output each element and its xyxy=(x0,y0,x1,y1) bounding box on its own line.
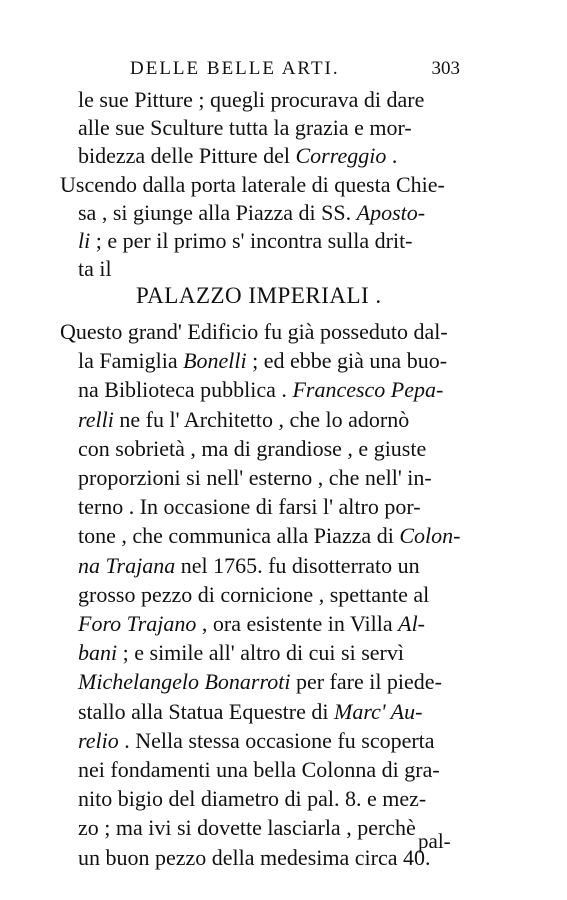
text-line: zo ; ma ivi si dovette lasciarla , perchè xyxy=(78,815,416,841)
text-line: Uscendo dalla porta laterale di questa Chie- xyxy=(60,172,445,197)
text-line: sa , si giunge alla Piazza di SS. Aposto- xyxy=(78,200,426,225)
text-line: con sobrietà , ma di grandiose , e giuste xyxy=(78,435,427,461)
text-line: proporzioni si nell' esterno , che nell' in- xyxy=(78,465,432,490)
text-line: la Famiglia Bonelli ; ed ebbe già una buo- xyxy=(78,348,448,374)
text-line: na Trajana nel 1765. fu disotterrato un xyxy=(78,552,420,578)
text-line: un buon pezzo della medesima circa 40. xyxy=(78,844,431,870)
text-line: stallo alla Statua Equestre di Marc' Au- xyxy=(78,698,423,724)
text-line: le sue Pitture ; quegli procurava di dare xyxy=(78,87,425,112)
text-line: Michelangelo Bonarroti per fare il piede- xyxy=(78,669,442,695)
catchword: pal- xyxy=(418,829,451,853)
page-number: 303 xyxy=(431,58,460,79)
text-line: nei fondamenti una bella Colonna di gra- xyxy=(78,757,440,782)
text-line: terno . In occasione di farsi l' altro por- xyxy=(78,494,421,520)
text-line: Foro Trajano , ora esistente in Villa Al- xyxy=(78,611,426,636)
text-line: relli ne fu l' Architetto , che lo adornò xyxy=(78,406,410,432)
text-line: grosso pezzo di cornicione , spettante al xyxy=(78,581,430,607)
text-line: na Biblioteca pubblica . Francesco Pepa- xyxy=(78,377,444,403)
text-line: ta il xyxy=(78,256,112,281)
section-title: PALAZZO IMPERIALI . xyxy=(136,283,382,308)
text-line: nito bigio del diametro di pal. 8. e mez- xyxy=(78,786,427,812)
text-line: tone , che communica alla Piazza di Colon- xyxy=(78,523,461,549)
text-line: bidezza delle Pitture del Correggio . xyxy=(78,143,398,168)
text-line: li ; e per il primo s' incontra sulla drit- xyxy=(78,228,413,253)
text-line: bani ; e simile all' altro di cui si servì xyxy=(78,640,404,666)
text-line: relio . Nella stessa occasione fu scoperta xyxy=(78,727,435,753)
text-line: alle sue Sculture tutta la grazia e mor- xyxy=(78,115,412,140)
running-title: DELLE BELLE ARTI. xyxy=(130,58,340,79)
text-line: Questo grand' Edificio fu già posseduto dal- xyxy=(60,319,448,344)
